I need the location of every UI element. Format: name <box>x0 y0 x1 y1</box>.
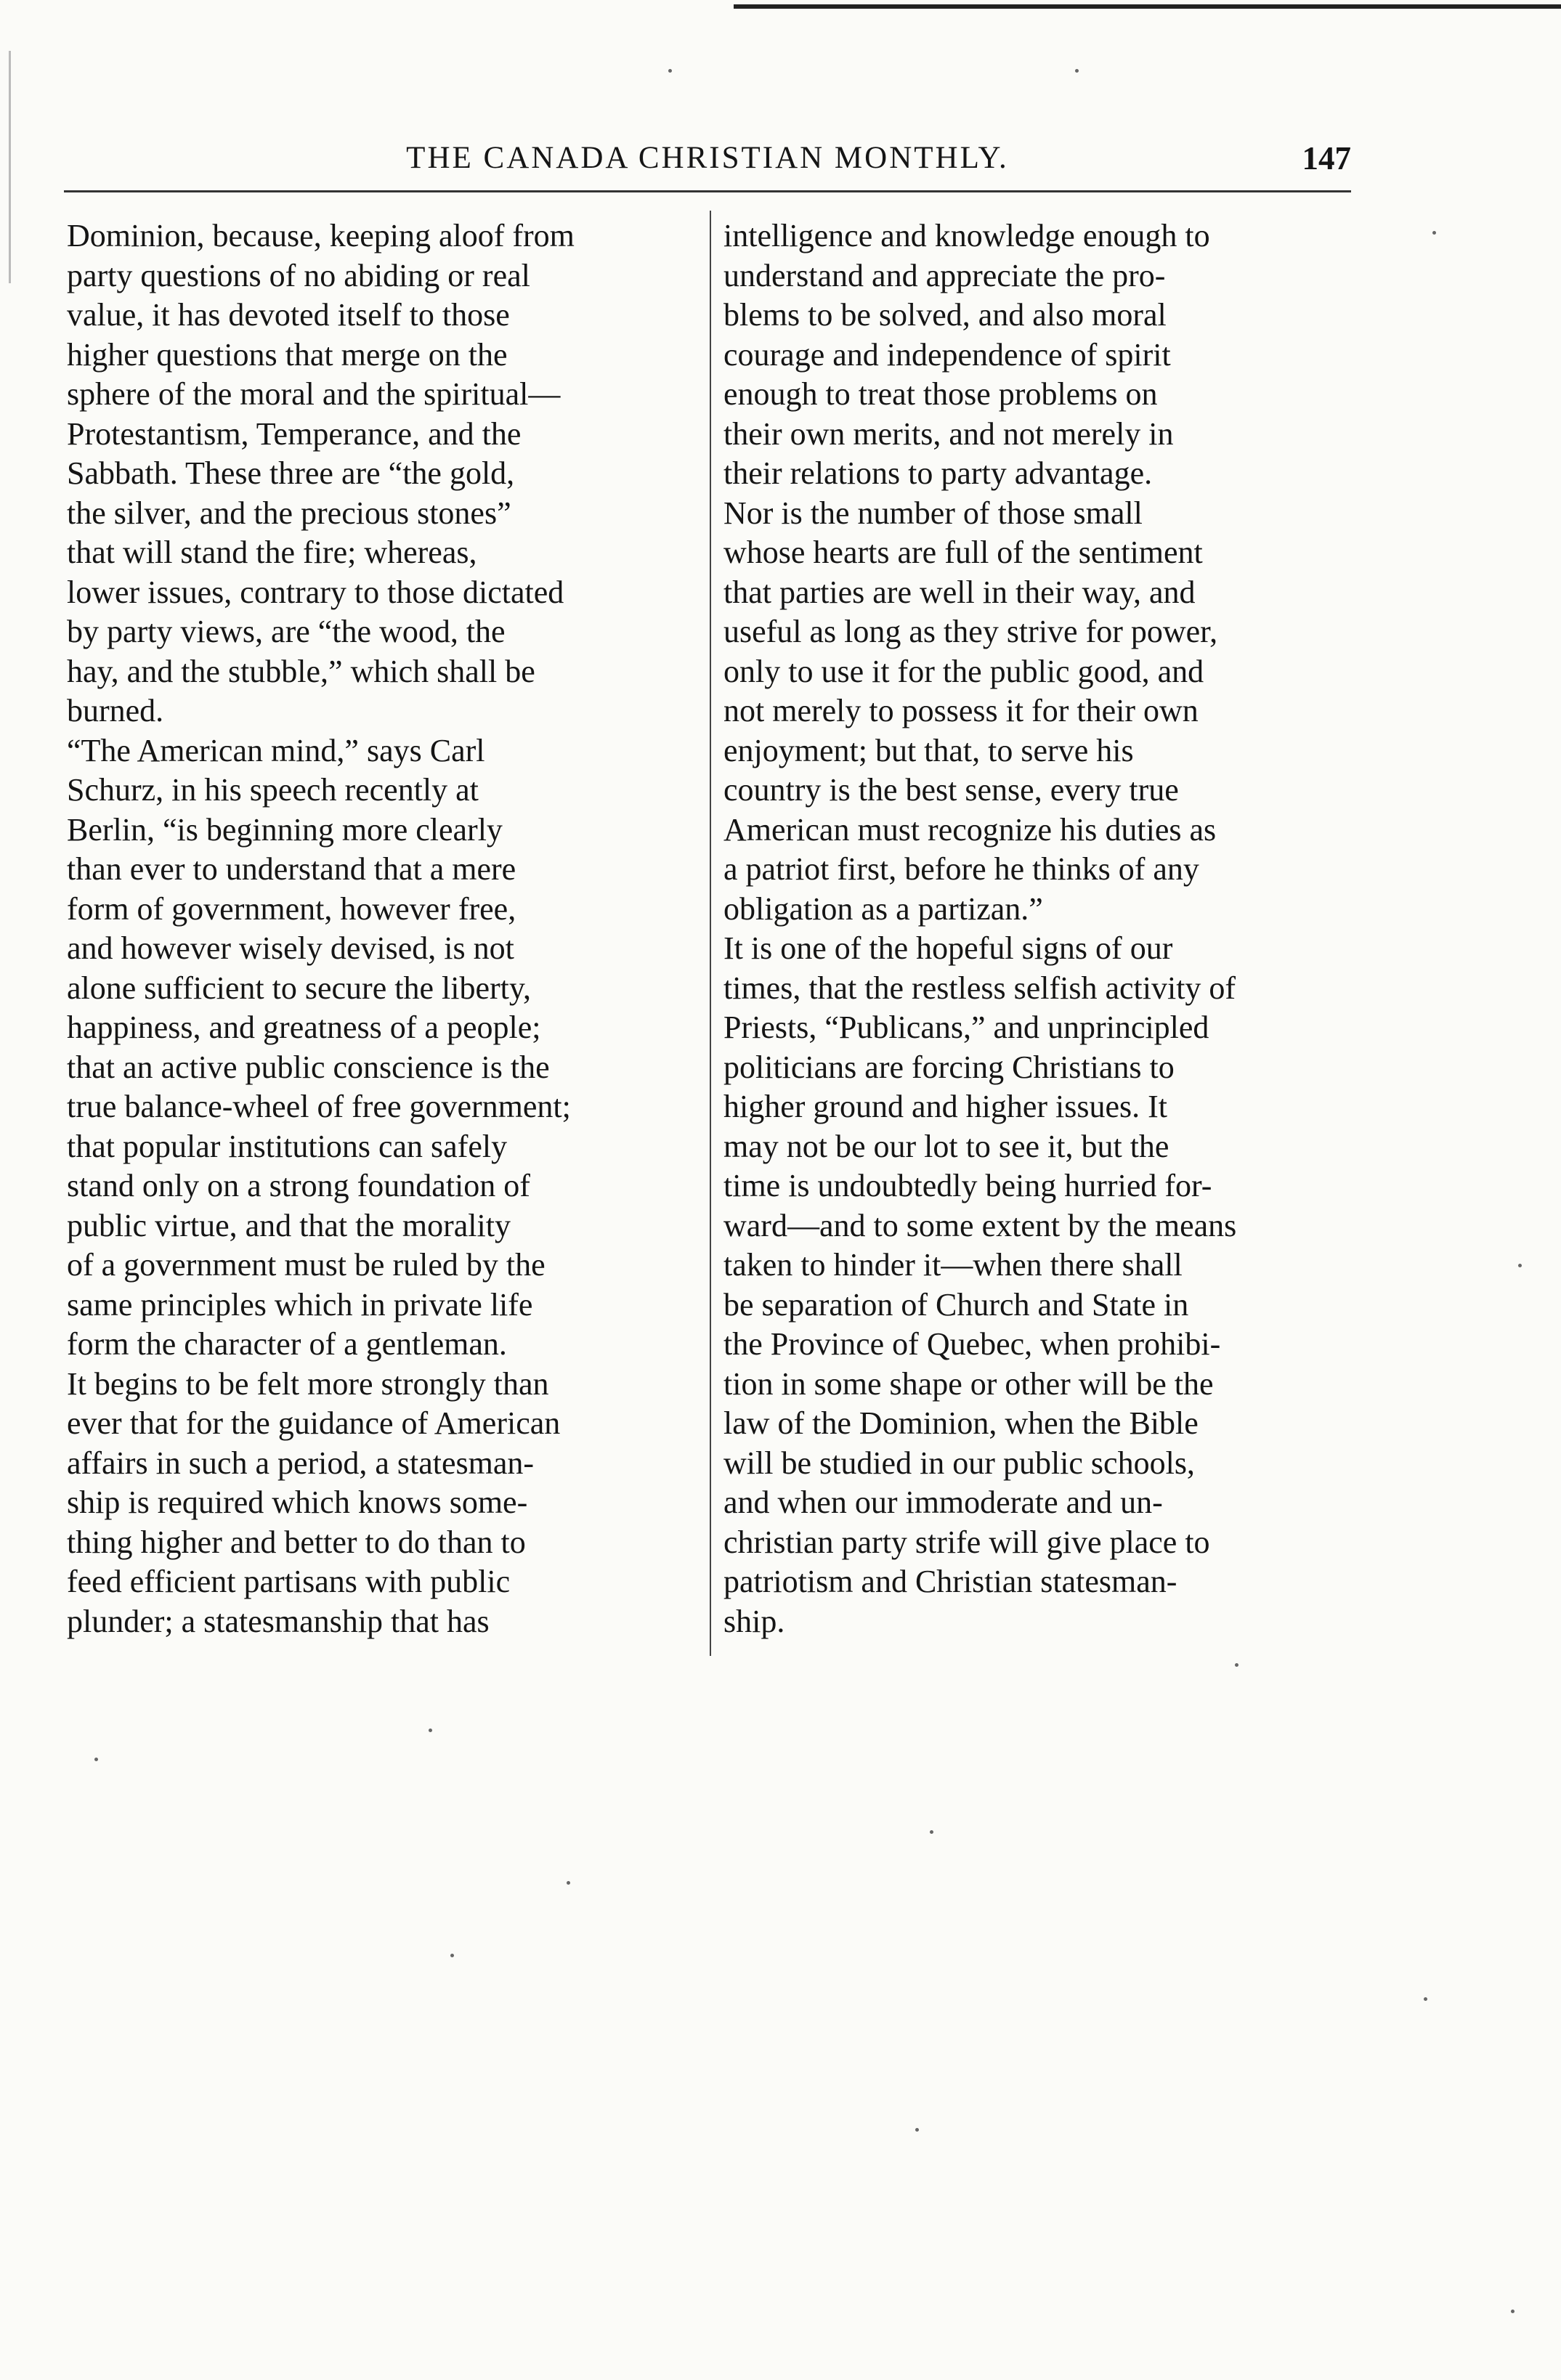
scan-speck <box>450 1954 454 1957</box>
page-number: 147 <box>1302 140 1351 176</box>
scan-speck <box>930 1830 933 1834</box>
left-margin-rule <box>9 51 11 283</box>
scan-speck <box>1075 69 1079 73</box>
scan-speck <box>668 69 672 73</box>
scan-speck <box>915 2128 919 2132</box>
scan-speck <box>1511 2310 1515 2313</box>
left-column-text: Dominion, because, keeping aloof from party questions of no abiding or real value, it has devoted itself to those higher questions that merge on the sphere of the moral and the spiritual— Protestantism, Temperance, and the Sabbath. These three are “the gold, the silver, and the precious stones” that will stand the fire; whereas, lower issues, contrary to those dictated by party views, are “the wood, the hay, and the stubble,” which shall be burned. “The American mind,” says Carl Schurz, in his speech recently at Berlin, “is beginning more clearly than ever to understand that a mere form of government, however free, and however wisely devised, is not alone sufficient to secure the liberty, happiness, and greatness of a people; that an active public conscience is the true balance-wheel of free government; that popular institutions can safely stand only on a strong foundation of public virtue, and that the morality of a government must be ruled by the same principles which in private life form the character of a gentleman. It begins to be felt more strongly than ever that for the guidance of American affairs in such a period, a statesman- ship is required which knows some- thing higher and better to do than to feed efficient partisans with public plunder; a statesmanship that has <box>67 218 575 1639</box>
page-header <box>64 137 1351 180</box>
scan-speck <box>429 1729 432 1732</box>
scan-speck <box>94 1758 98 1761</box>
scan-speck <box>1432 231 1436 235</box>
scan-speck <box>1518 1264 1522 1267</box>
running-title: THE CANADA CHRISTIAN MONTHLY. <box>406 141 1009 175</box>
scan-speck <box>567 1881 570 1885</box>
scan-speck <box>1235 1663 1238 1667</box>
top-border-rule <box>734 4 1561 9</box>
scan-speck <box>1424 1997 1427 2001</box>
right-column-text: intelligence and knowledge enough to understand and appreciate the pro- blems to be solved, and also moral courage and independence of spirit enough to treat those problems on their own merits, and not merely in their relations to party advantage. Nor is the number of those small whose hearts are full of the sentiment that parties are well in their way, and useful as long as they strive for power, only to use it for the public good, and not merely to possess it for their own enjoyment; but that, to serve his country is the best sense, every true American must recognize his duties as a patriot first, before he thinks of any obligation as a partizan.” It is one of the hopeful signs of our times, that the restless selfish activity of Priests, “Publicans,” and unprincipled politicians are forcing Christians to higher ground and higher issues. It may not be our lot to see it, but the time is undoubtedly being hurried for- ward—and to some extent by the means taken to hinder it—when there shall be separation of Church and State in the Province of Quebec, when prohibi- tion in some shape or other will be the law of the Dominion, when the Bible will be studied in our public schools, and when our immoderate and un- christian party strife will give place to patriotism and Christian statesman- ship. <box>723 218 1237 1639</box>
column-divider <box>710 211 711 1656</box>
header-rule <box>64 190 1351 192</box>
